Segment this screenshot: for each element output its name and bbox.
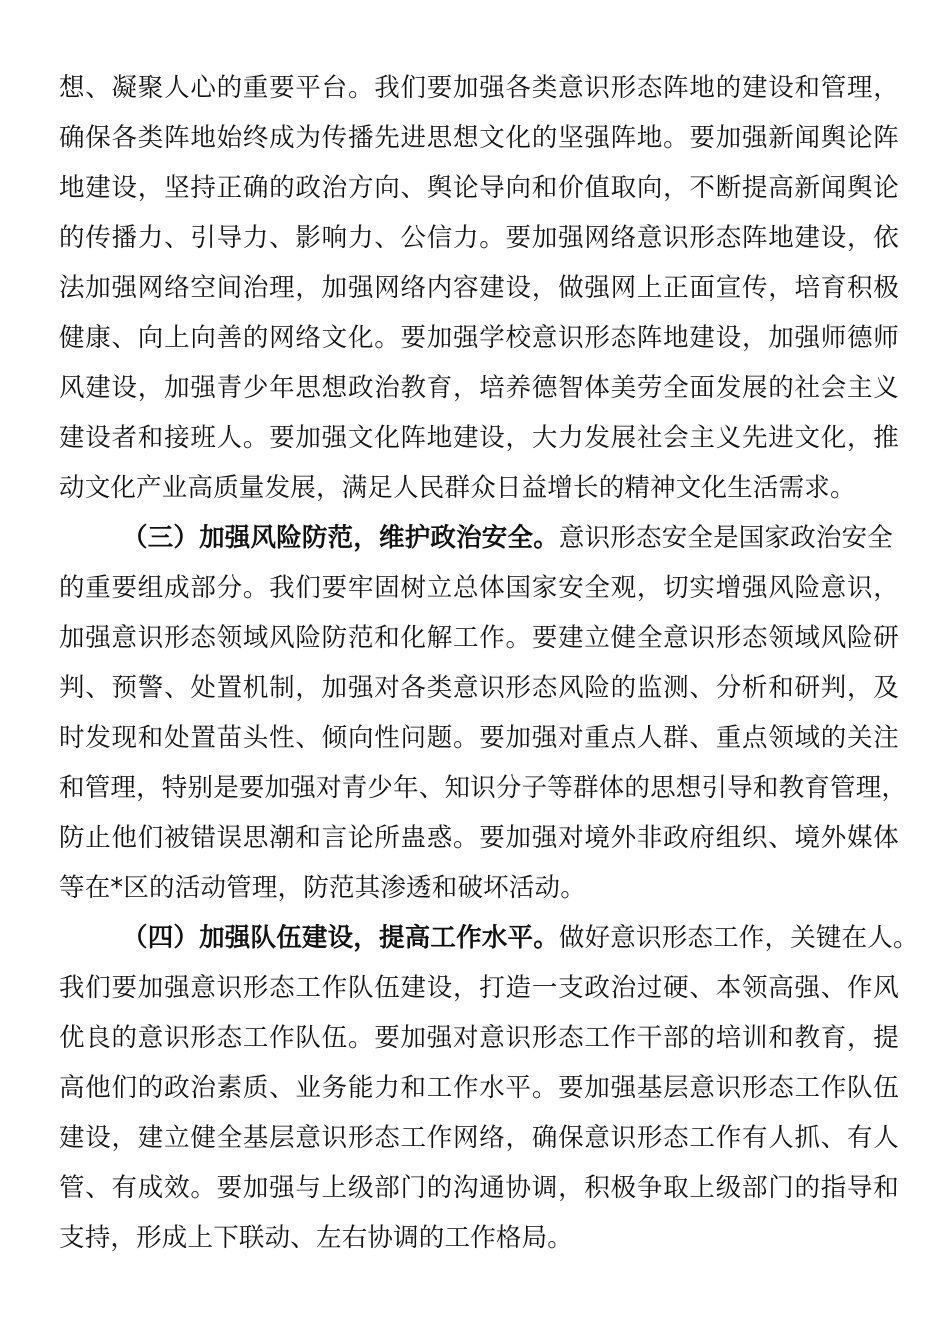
paragraph-line: 风建设，加强青少年思想政治教育，培养德智体美劳全面发展的社会主义 xyxy=(59,373,899,403)
section-heading: （三）加强风险防范，维护政治安全。 xyxy=(122,523,559,553)
paragraph-line: 地建设，坚持正确的政治方向、舆论导向和价值取向，不断提高新闻舆论 xyxy=(59,173,899,203)
paragraph-line: 法加强网络空间治理，加强网络内容建设，做强网上正面宣传，培育积极 xyxy=(59,273,899,303)
paragraph-line: 高他们的政治素质、业务能力和工作水平。要加强基层意识形态工作队伍 xyxy=(59,1073,899,1103)
paragraph-line: 建设，建立健全基层意识形态工作网络，确保意识形态工作有人抓、有人 xyxy=(59,1123,899,1153)
paragraph-line: 判、预警、处置机制，加强对各类意识形态风险的监测、分析和研判，及 xyxy=(59,673,899,703)
paragraph-line: 管、有成效。要加强与上级部门的沟通协调，积极争取上级部门的指导和 xyxy=(59,1173,899,1203)
paragraph-line: 的传播力、引导力、影响力、公信力。要加强网络意识形态阵地建设，依 xyxy=(59,223,899,253)
section-heading: （四）加强队伍建设，提高工作水平。 xyxy=(122,923,559,953)
paragraph-line: 等在*区的活动管理，防范其渗透和破坏活动。 xyxy=(59,873,586,903)
section-heading-line xyxy=(122,513,899,563)
paragraph-line: 确保各类阵地始终成为传播先进思想文化的坚强阵地。要加强新闻舆论阵 xyxy=(59,123,899,153)
paragraph-line: 支持，形成上下联动、左右协调的工作格局。 xyxy=(59,1223,574,1253)
paragraph-line: 动文化产业高质量发展，满足人民群众日益增长的精神文化生活需求。 xyxy=(59,473,856,503)
paragraph-line: 建设者和接班人。要加强文化阵地建设，大力发展社会主义先进文化，推 xyxy=(59,423,899,453)
paragraph-line: 时发现和处置苗头性、倾向性问题。要加强对重点人群、重点领域的关注 xyxy=(59,723,899,753)
paragraph-line: 优良的意识形态工作队伍。要加强对意识形态工作干部的培训和教育，提 xyxy=(59,1023,899,1053)
paragraph-line: 加强意识形态领域风险防范和化解工作。要建立健全意识形态领域风险研 xyxy=(59,623,899,653)
paragraph-line: 想、凝聚人心的重要平台。我们要加强各类意识形态阵地的建设和管理， xyxy=(59,73,899,103)
paragraph-line: 防止他们被错误思潮和言论所蛊惑。要加强对境外非政府组织、境外媒体 xyxy=(59,823,899,853)
paragraph-line: 和管理，特别是要加强对青少年、知识分子等群体的思想引导和教育管理， xyxy=(59,773,908,803)
section-heading-line xyxy=(122,913,919,963)
paragraph-line: 健康、向上向善的网络文化。要加强学校意识形态阵地建设，加强师德师 xyxy=(59,323,899,353)
paragraph-line: 的重要组成部分。我们要牢固树立总体国家安全观，切实增强风险意识， xyxy=(59,573,899,603)
paragraph-line: 我们要加强意识形态工作队伍建设，打造一支政治过硬、本领高强、作风 xyxy=(59,973,899,1003)
paragraph-text: 做好意识形态工作，关键在人。 xyxy=(558,923,919,953)
paragraph-text: 意识形态安全是国家政治安全 xyxy=(558,523,894,553)
